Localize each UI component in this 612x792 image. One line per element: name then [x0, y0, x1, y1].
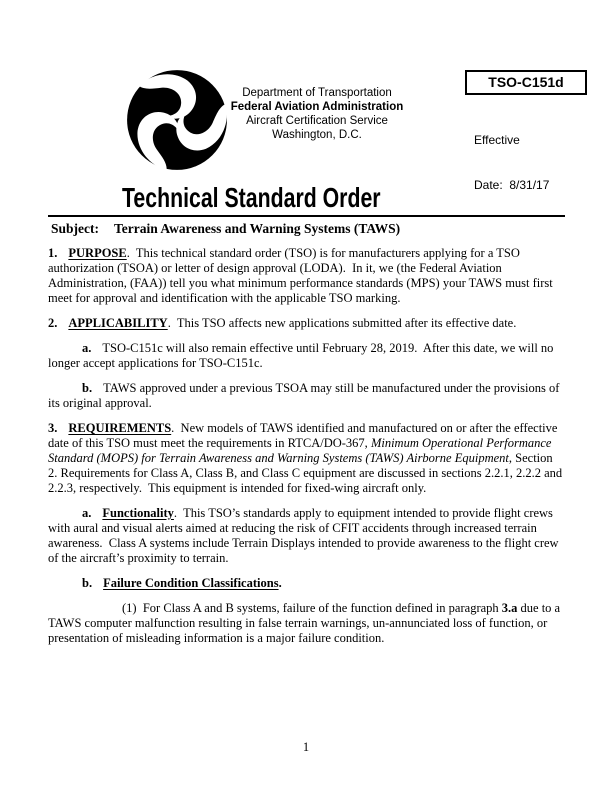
- paragraph-letter: a.: [82, 341, 92, 355]
- cross-reference: 3.a: [501, 601, 518, 615]
- paragraph-text: due to a TAWS computer malfunction resulting in false terrain warnings, un-annunciated loss of function, or presentation of misleading information is a major failure condition.: [48, 601, 564, 645]
- paragraph-text: TAWS approved under a previous TSOA may still be manufactured under the provisions of its original approval.: [48, 381, 563, 410]
- paragraph-3-requirements: [48, 421, 565, 496]
- page-title: Technical Standard Order: [122, 182, 381, 213]
- paragraph-number: 2.: [48, 316, 58, 330]
- paragraph-text: . This technical standard order (TSO) is for manufacturers applying for a TSO authorization (TSOA) or letter of design approval (LODA). In it, we (the Federal Aviation Administration, (FAA)) tell you what minimum performance standards (MPS) your TAWS must first meet for approval and identification with the applicable TSO marking.: [48, 246, 556, 305]
- page-number: 1: [302, 740, 310, 754]
- paragraph-3b1: [48, 601, 565, 646]
- paragraph-text: . New models of TAWS identified and manufactured on or after the effective date of this TSO must meet the requirements in RTCA/DO-367,: [48, 421, 561, 450]
- paragraph-2a: [48, 341, 565, 371]
- effective-label: Effective: [474, 133, 520, 147]
- paragraph-heading: Failure Condition Classifications: [103, 576, 279, 590]
- paragraph-text: , Section 2. Requirements for Class A, Class B, and Class C equipment are discussed in sections 2.2.1, 2.2.2 and 2.2.3, respectively. This equipment is intended for fixed-wing aircraft only.: [48, 451, 566, 495]
- subject-line: [51, 221, 565, 237]
- effective-date-value: Date: 8/31/17: [474, 178, 550, 192]
- paragraph-1-purpose: [48, 246, 565, 306]
- paragraph-letter: b.: [82, 381, 93, 395]
- paragraph-letter: b.: [82, 576, 93, 590]
- subject-label: Subject:: [51, 221, 99, 236]
- paragraph-3a-functionality: [48, 506, 565, 566]
- paragraph-text: TSO-C151c will also remain effective until February 28, 2019. After this date, we will no longer accept applications for TSO-C151c.: [48, 341, 557, 370]
- paragraph-heading: REQUIREMENTS: [68, 421, 172, 435]
- paragraph-heading: Functionality: [102, 506, 174, 520]
- paragraph-text: . This TSO’s standards apply to equipment intended to provide flight crews with aural and visual alerts aimed at reducing the risk of CFIT accidents through increased terrain awareness. Class A systems include Terrain Displays intended to provide awareness to the flight crew of the aircraft’s proximity to terrain.: [48, 506, 562, 565]
- agency-block: [212, 86, 422, 142]
- subject-text: Terrain Awareness and Warning Systems (TAWS): [114, 221, 401, 236]
- document-body: [48, 246, 565, 646]
- paragraph-number: 3.: [48, 421, 58, 435]
- title-band: [48, 183, 565, 217]
- agency-name-line: Federal Aviation Administration: [230, 101, 404, 113]
- paragraph-heading: APPLICABILITY: [68, 316, 168, 330]
- document-reference-title: Minimum Operational Performance Standard (MOPS) for Terrain Awareness and Warning Systems (TAWS) Airborne Equipment: [48, 436, 555, 465]
- paragraph-2-applicability: [48, 316, 565, 331]
- paragraph-number: 1.: [48, 246, 58, 260]
- paragraph-text: . This TSO affects new applications submitted after its effective date.: [167, 316, 517, 330]
- agency-service-line: Aircraft Certification Service: [246, 115, 388, 127]
- agency-department-line: Department of Transportation: [242, 87, 392, 99]
- paragraph-letter: a.: [82, 506, 92, 520]
- agency-city-line: Washington, D.C.: [272, 129, 362, 141]
- paragraph-text: (1) For Class A and B systems, failure of the function defined in paragraph: [122, 601, 502, 615]
- tso-number-box: TSO-C151d: [465, 70, 587, 95]
- paragraph-2b: [48, 381, 565, 411]
- paragraph-heading: PURPOSE: [68, 246, 127, 260]
- paragraph-3b-failure-conditions: [48, 576, 565, 591]
- heading-period: .: [278, 576, 282, 590]
